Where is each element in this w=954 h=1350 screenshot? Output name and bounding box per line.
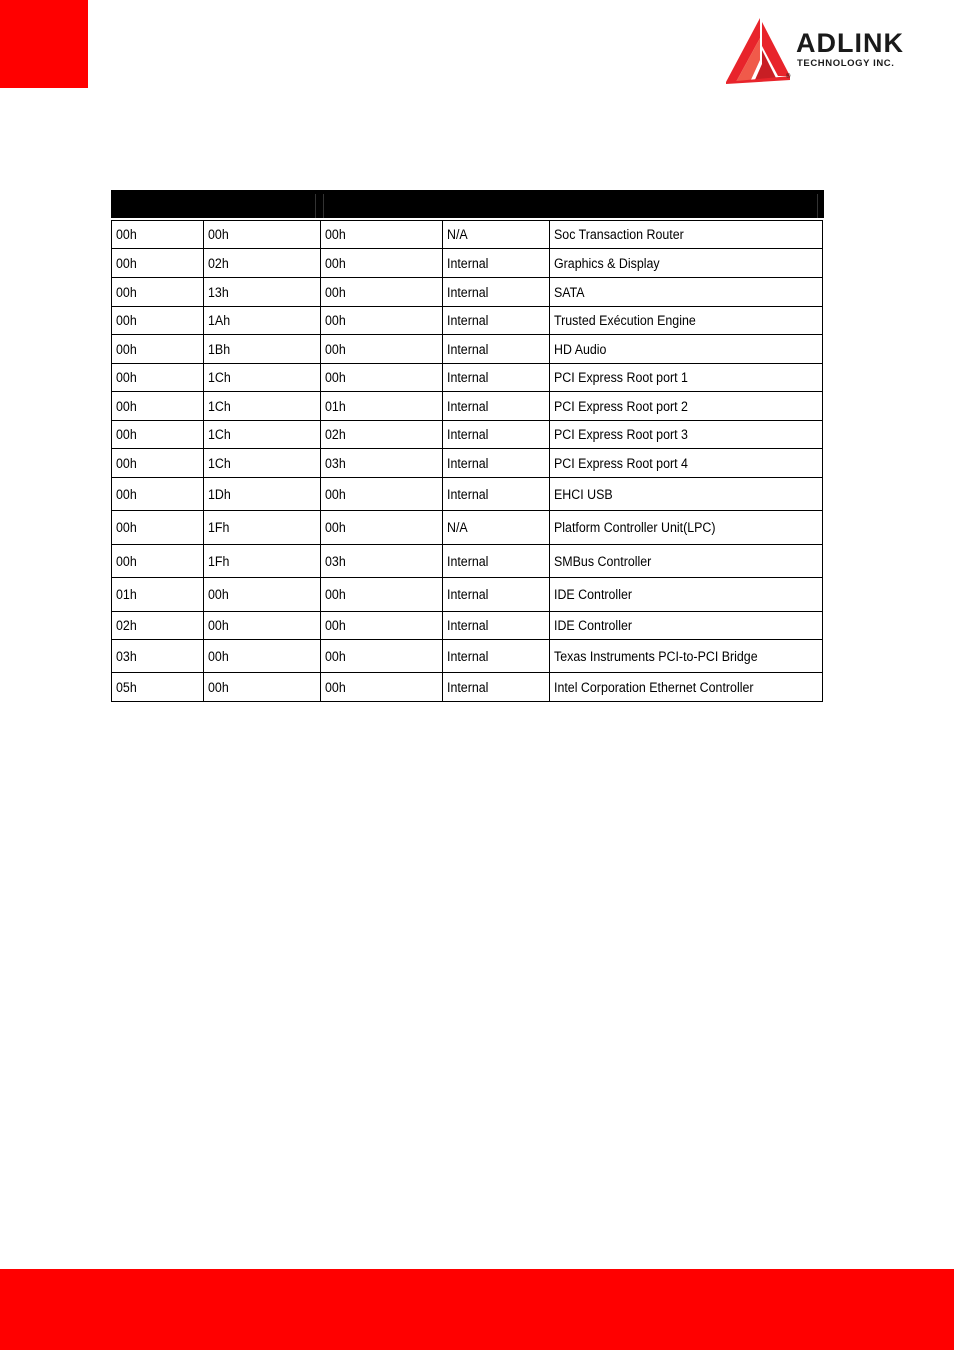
cell-text: 03h [325,455,346,471]
routing-cell [443,578,550,612]
function-cell [321,335,443,364]
adlink-logo [724,16,936,86]
device-cell [204,511,321,545]
routing-cell [443,545,550,578]
description-cell [550,511,823,545]
cell-text: Internal [447,648,489,664]
bus-cell [112,364,204,392]
routing-cell [443,335,550,364]
cell-text: 00h [116,520,137,535]
bus-cell [112,640,204,673]
cell-text: 00h [116,553,137,569]
triangle-logo-icon [724,16,794,86]
device-cell [204,449,321,478]
logo-wordmark: ADLINK [796,28,904,58]
bus-cell [112,278,204,307]
bus-cell [112,307,204,335]
description-cell [550,673,823,702]
cell-text: 00h [325,341,346,357]
cell-text: 1Ch [208,398,231,414]
device-cell [204,578,321,612]
bus-cell [112,421,204,449]
bus-cell [112,478,204,511]
device-cell [204,478,321,511]
cell-text: 00h [325,313,346,328]
cell-text: 00h [325,679,346,695]
cell-text: 00h [116,455,137,471]
cell-text: 00h [116,486,137,502]
cell-text: 03h [325,553,346,569]
cell-text: Internal [447,284,489,300]
cell-text: PCI Express Root port 3 [554,427,688,442]
cell-text: 00h [208,618,229,633]
table-row [112,545,823,578]
description-cell [550,421,823,449]
table-row [112,221,823,249]
description-cell [550,612,823,640]
function-cell [321,449,443,478]
bus-cell [112,578,204,612]
cell-text: IDE Controller [554,618,632,633]
cell-text: 1Ch [208,427,231,442]
cell-text: PCI Express Root port 4 [554,455,688,471]
device-cell [204,221,321,249]
routing-cell [443,612,550,640]
device-cell [204,392,321,421]
table-row [112,511,823,545]
description-cell [550,449,823,478]
cell-text: PCI Express Root port 2 [554,398,688,414]
bus-cell [112,545,204,578]
device-cell [204,249,321,278]
cell-text: 1Ch [208,370,231,385]
table-row [112,307,823,335]
function-cell [321,612,443,640]
cell-text: EHCI USB [554,486,613,502]
description-cell [550,578,823,612]
device-cell [204,545,321,578]
device-cell [204,307,321,335]
description-cell [550,221,823,249]
table-row [112,449,823,478]
footer-bar [0,1269,954,1350]
bus-cell [112,249,204,278]
table-header-bar [111,190,824,218]
device-cell [204,421,321,449]
table-row [112,278,823,307]
cell-text: 00h [116,370,137,385]
cell-text: Soc Transaction Router [554,227,684,242]
cell-text: 13h [208,284,229,300]
bus-cell [112,511,204,545]
cell-text: 1Fh [208,553,230,569]
table-row [112,364,823,392]
description-cell [550,545,823,578]
cell-text: Internal [447,341,489,357]
description-cell [550,307,823,335]
table-row [112,392,823,421]
cell-text: 00h [325,255,346,271]
cell-text: 00h [325,284,346,300]
device-cell [204,612,321,640]
pci-device-table [111,190,822,702]
routing-cell [443,511,550,545]
cell-text: Internal [447,370,489,385]
table-body [112,221,823,702]
cell-text: 00h [208,587,229,602]
cell-text: 00h [325,227,346,242]
cell-text: Internal [447,486,489,502]
cell-text: N/A [447,227,468,242]
cell-text: 00h [325,520,346,535]
function-cell [321,307,443,335]
cell-text: 1Bh [208,341,231,357]
cell-text: 01h [325,398,346,414]
cell-text: 02h [116,618,137,633]
description-cell [550,364,823,392]
description-cell [550,335,823,364]
cell-text: 00h [116,313,137,328]
routing-cell [443,221,550,249]
logo-tagline: TECHNOLOGY INC. [797,58,895,69]
description-cell [550,392,823,421]
routing-cell [443,307,550,335]
function-cell [321,249,443,278]
cell-text: 03h [116,648,137,664]
cell-text: 02h [208,255,229,271]
cell-text: Internal [447,427,489,442]
cell-text: 00h [208,648,229,664]
function-cell [321,278,443,307]
corner-tab [0,0,88,88]
cell-text: Platform Controller Unit(LPC) [554,520,716,535]
cell-text: 00h [325,486,346,502]
cell-text: 00h [116,284,137,300]
cell-text: 00h [116,341,137,357]
cell-text: 00h [116,227,137,242]
cell-text: 1Fh [208,520,230,535]
routing-cell [443,673,550,702]
function-cell [321,673,443,702]
cell-text: Internal [447,313,489,328]
cell-text: Internal [447,455,489,471]
description-cell [550,640,823,673]
routing-cell [443,392,550,421]
description-cell [550,478,823,511]
table-row [112,612,823,640]
description-cell [550,249,823,278]
device-cell [204,364,321,392]
cell-text: Intel Corporation Ethernet Controller [554,679,754,695]
function-cell [321,640,443,673]
routing-cell [443,449,550,478]
routing-cell [443,364,550,392]
cell-text: Texas Instruments PCI-to-PCI Bridge [554,648,758,664]
bus-cell [112,392,204,421]
cell-text: 1Dh [208,486,231,502]
table-row [112,249,823,278]
cell-text: HD Audio [554,341,607,357]
table-row [112,578,823,612]
pci-device-grid [111,220,823,702]
device-cell [204,335,321,364]
function-cell [321,221,443,249]
table-row [112,478,823,511]
cell-text: 1Ah [208,313,231,328]
cell-text: Internal [447,398,489,414]
cell-text: Graphics & Display [554,255,660,271]
cell-text: 00h [325,648,346,664]
cell-text: 1Ch [208,455,231,471]
cell-text: Internal [447,255,489,271]
cell-text: 00h [325,370,346,385]
cell-text: 00h [116,255,137,271]
device-cell [204,640,321,673]
cell-text: 00h [208,227,229,242]
table-row [112,673,823,702]
cell-text: 00h [325,587,346,602]
cell-text: 00h [116,427,137,442]
bus-cell [112,673,204,702]
description-cell [550,278,823,307]
function-cell [321,421,443,449]
device-cell [204,278,321,307]
routing-cell [443,640,550,673]
cell-text: 00h [116,398,137,414]
cell-text: SMBus Controller [554,553,652,569]
cell-text: Internal [447,618,489,633]
cell-text: Internal [447,553,489,569]
table-row [112,335,823,364]
cell-text: 00h [208,679,229,695]
table-row [112,640,823,673]
routing-cell [443,478,550,511]
cell-text: SATA [554,284,585,300]
cell-text: Internal [447,587,489,602]
routing-cell [443,278,550,307]
table-row [112,421,823,449]
bus-cell [112,449,204,478]
logo-registered-mark: ® [786,74,791,80]
function-cell [321,545,443,578]
device-cell [204,673,321,702]
routing-cell [443,421,550,449]
cell-text: PCI Express Root port 1 [554,370,688,385]
cell-text: 02h [325,427,346,442]
cell-text: 01h [116,587,137,602]
cell-text: 05h [116,679,137,695]
bus-cell [112,612,204,640]
cell-text: Internal [447,679,489,695]
bus-cell [112,221,204,249]
function-cell [321,511,443,545]
function-cell [321,478,443,511]
routing-cell [443,249,550,278]
bus-cell [112,335,204,364]
function-cell [321,578,443,612]
cell-text: Trusted Exécution Engine [554,313,696,328]
cell-text: IDE Controller [554,587,632,602]
function-cell [321,364,443,392]
cell-text: N/A [447,520,468,535]
cell-text: 00h [325,618,346,633]
function-cell [321,392,443,421]
